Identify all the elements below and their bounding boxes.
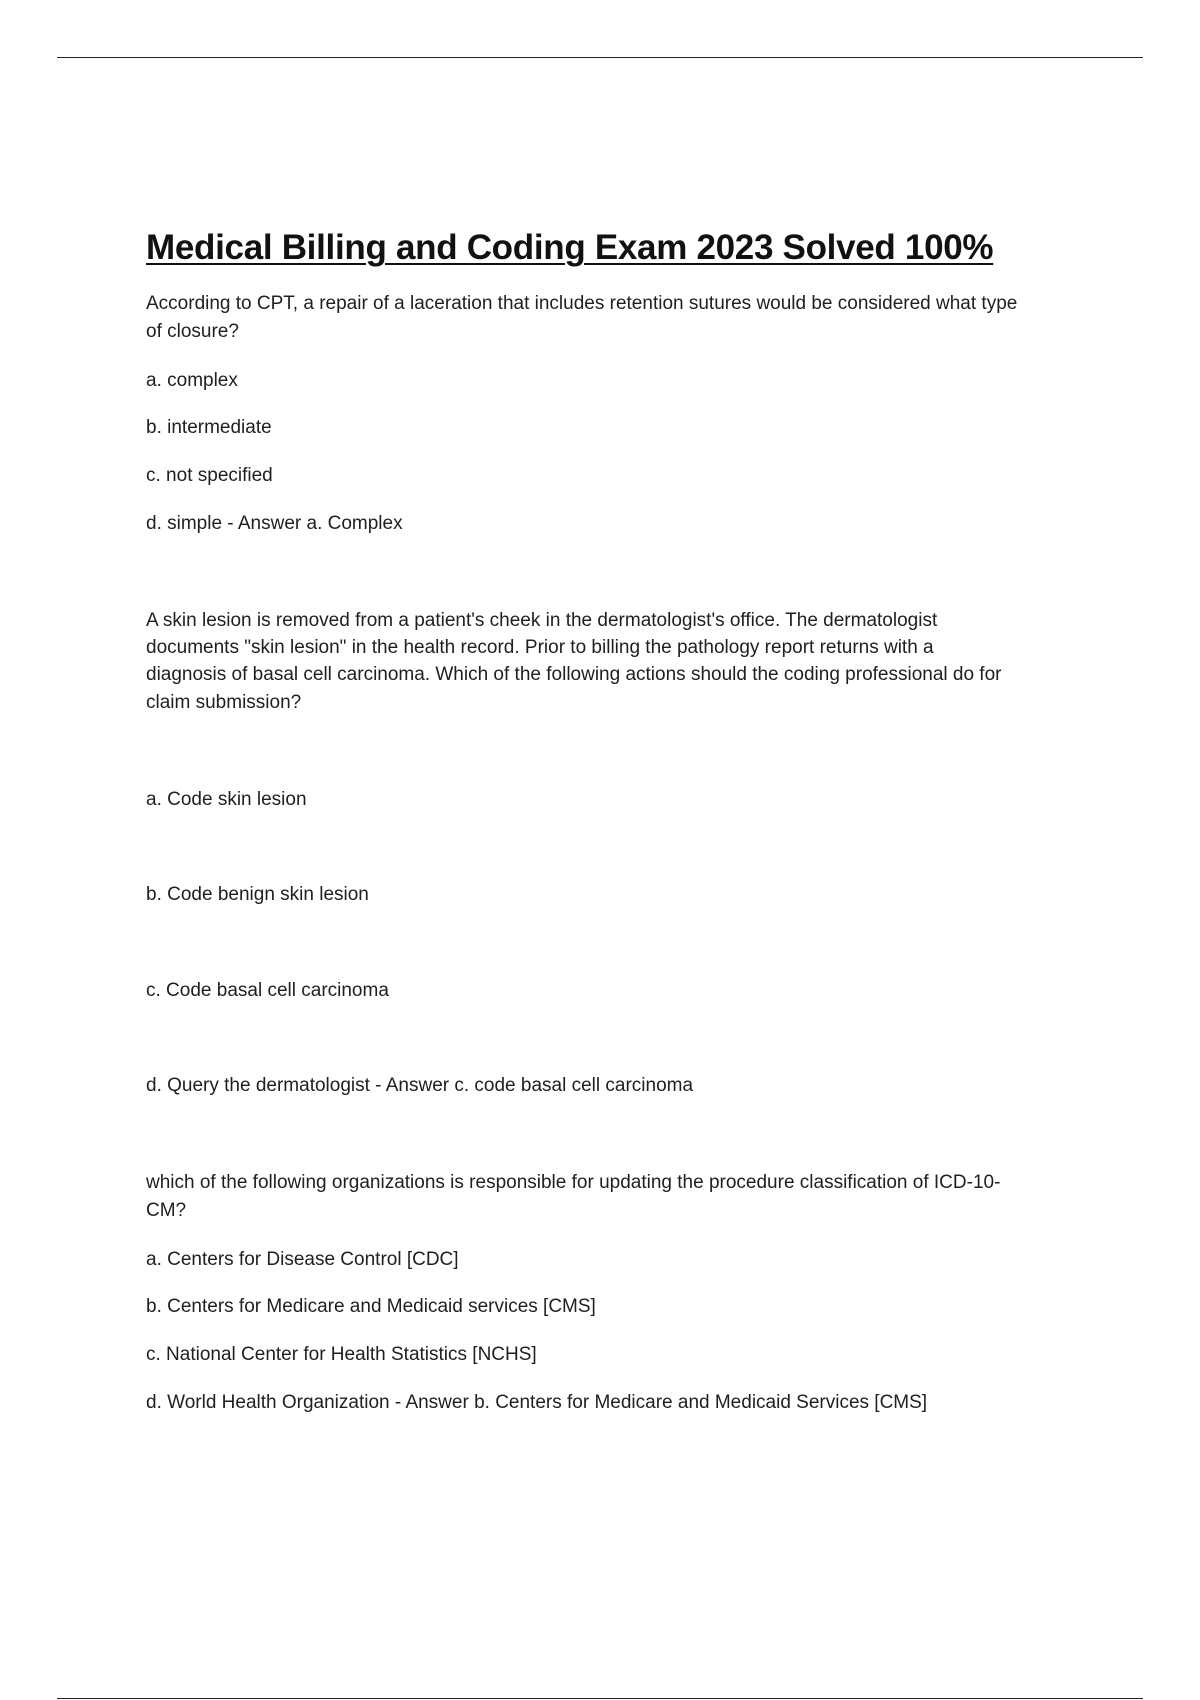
question-2-prompt-line-3: diagnosis of basal cell carcinoma. Which of the following actions should the coding professional do for xyxy=(146,664,1002,685)
question-1-prompt-line-2: of closure? xyxy=(146,321,239,342)
question-2-prompt-line-4: claim submission? xyxy=(146,692,302,713)
question-2-option-a: a. Code skin lesion xyxy=(146,789,307,810)
question-3-option-c: c. National Center for Health Statistics [NCHS] xyxy=(146,1344,537,1365)
question-3-prompt-line-2: CM? xyxy=(146,1200,187,1221)
question-2-prompt-line-1: A skin lesion is removed from a patient's cheek in the dermatologist's office. The dermatologist xyxy=(146,610,938,631)
question-1-option-a: a. complex xyxy=(146,370,238,391)
question-2-option-b: b. Code benign skin lesion xyxy=(146,884,369,905)
question-3-option-b: b. Centers for Medicare and Medicaid services [CMS] xyxy=(146,1296,596,1317)
question-3-prompt-line-1: which of the following organizations is responsible for updating the procedure classification of ICD-10- xyxy=(146,1172,1001,1193)
question-1-option-c: c. not specified xyxy=(146,465,273,486)
question-1-option-b: b. intermediate xyxy=(146,417,272,438)
question-1-prompt-line-1: According to CPT, a repair of a laceration that includes retention sutures would be considered what type xyxy=(146,293,1018,314)
question-3-option-a: a. Centers for Disease Control [CDC] xyxy=(146,1249,459,1270)
footer-rule xyxy=(57,1698,1143,1699)
question-1-option-d-answer: d. simple - Answer a. Complex xyxy=(146,513,403,534)
document-title: Medical Billing and Coding Exam 2023 Solved 100% xyxy=(146,228,994,267)
question-3-option-d-answer: d. World Health Organization - Answer b. Centers for Medicare and Medicaid Services [CMS] xyxy=(146,1392,928,1413)
question-2-option-d-answer: d. Query the dermatologist - Answer c. code basal cell carcinoma xyxy=(146,1075,694,1096)
question-2-prompt-line-2: documents "skin lesion" in the health record. Prior to billing the pathology report returns with a xyxy=(146,637,934,658)
header-rule xyxy=(57,57,1143,58)
question-2-option-c: c. Code basal cell carcinoma xyxy=(146,980,389,1001)
